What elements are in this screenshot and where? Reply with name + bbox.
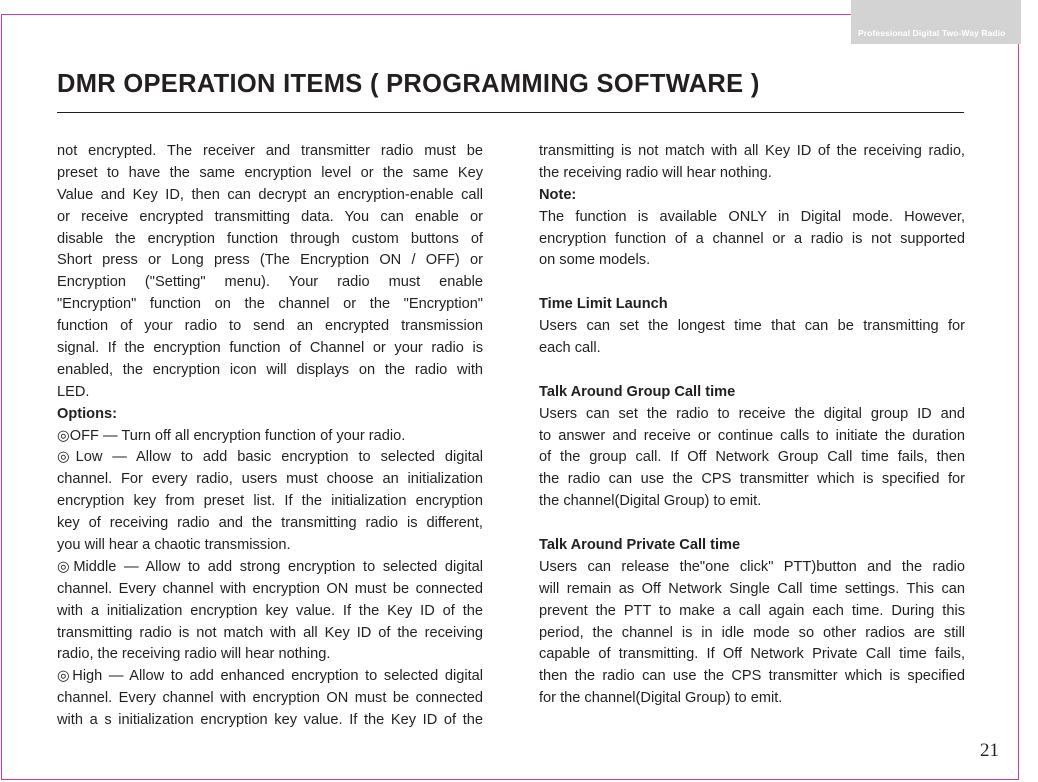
text-line: LED. [57,383,90,400]
section-line: for the channel(Digital Group) to emit. [539,690,783,707]
header-tab [851,0,1021,44]
note-line: encryption function of a channel or a radio is not supported [539,230,965,247]
option-line: ◎OFF — Turn off all encryption function of your radio. [57,427,406,444]
option-line: channel. For every radio, users must choose an initialization [57,471,483,488]
option-line: you will hear a chaotic transmission. [57,537,291,554]
section-line: will remain as Off Network Single Call time settings. This can [539,580,965,597]
page-title: DMR OPERATION ITEMS ( PROGRAMMING SOFTWARE ) [57,70,760,98]
right-column [539,141,965,710]
option-line: ◎High — Allow to add enhanced encryption to selected digital [57,668,483,685]
text-line: enabled, the encryption icon will displays on the radio with [57,361,483,378]
text-line: function of your radio to send an encrypted transmission [57,318,483,335]
text-line: preset to have the same encryption level or the same Key [57,164,483,181]
title-divider [57,112,964,113]
page-number: 21 [980,740,999,761]
section-heading-private-call: Talk Around Private Call time [539,537,741,554]
section-line: then the radio can use the CPS transmitter which is specified [539,668,965,685]
option-line: transmitting radio is not match with all Key ID of the receiving [57,624,483,641]
text-line: not encrypted. The receiver and transmitter radio must be [57,143,483,159]
text-line: transmitting is not match with all Key ID of the receiving radio, [539,143,965,159]
section-line: Users can release the"one click" PTT)button and the radio [539,558,965,575]
spacer [539,360,965,382]
option-line: key of receiving radio and the transmitting radio is different, [57,515,483,532]
note-heading: Note: [539,186,577,203]
text-line: Value and Key ID, then can decrypt an encryption-enable call [57,186,483,203]
options-heading: Options: [57,405,117,422]
option-line: with a s initialization encryption key value. If the Key ID of the [57,712,483,729]
section-line: capable of transmitting. If Off Network Private Call time fails, [539,646,965,663]
option-line: radio, the receiving radio will hear nothing. [57,646,331,663]
note-line: The function is available ONLY in Digital mode. However, [539,208,965,225]
section-line: period, the channel is in idle mode so other radios are still [539,624,965,641]
text-line: Encryption ("Setting" menu). Your radio must enable [57,274,483,291]
option-line: with a initialization encryption key value. If the Key ID of the [57,602,483,619]
section-heading-time-limit: Time Limit Launch [539,296,668,313]
text-line: the receiving radio will hear nothing. [539,164,772,181]
text-line: "Encryption" function on the channel or the "Encryption" [57,296,483,313]
section-line: of the group call. If Off Network Group Call time fails, then [539,449,965,466]
section-heading-group-call: Talk Around Group Call time [539,383,736,400]
option-line: channel. Every channel with encryption ON must be connected [57,580,483,597]
section-line: each call. [539,340,601,357]
text-line: signal. If the encryption function of Channel or your radio is [57,340,483,357]
text-line: Short press or Long press (The Encryption ON / OFF) or [57,252,483,269]
header-tab-label: Professional Digital Two-Way Radio [858,28,1006,38]
section-line: to answer and receive or continue calls to initiate the duration [539,427,965,444]
section-line: Users can set the longest time that can be transmitting for [539,318,965,335]
option-line: channel. Every channel with encryption ON must be connected [57,690,483,707]
option-line: encryption key from preset list. If the initialization encryption [57,493,483,510]
section-line: Users can set the radio to receive the digital group ID and [539,405,965,422]
option-line: ◎Low — Allow to add basic encryption to selected digital [57,449,483,466]
spacer [539,513,965,535]
option-line: ◎Middle — Allow to add strong encryption to selected digital [57,558,483,575]
section-line: the channel(Digital Group) to emit. [539,493,762,510]
text-line: or receive encrypted transmitting data. You can enable or [57,208,483,225]
spacer [539,272,965,294]
note-line: on some models. [539,252,651,269]
section-line: prevent the PTT to make a call again each time. During this [539,602,965,619]
section-line: the radio can use the CPS transmitter which is specified for [539,471,965,488]
text-line: disable the encryption function through custom buttons of [57,230,483,247]
left-column [57,141,483,732]
